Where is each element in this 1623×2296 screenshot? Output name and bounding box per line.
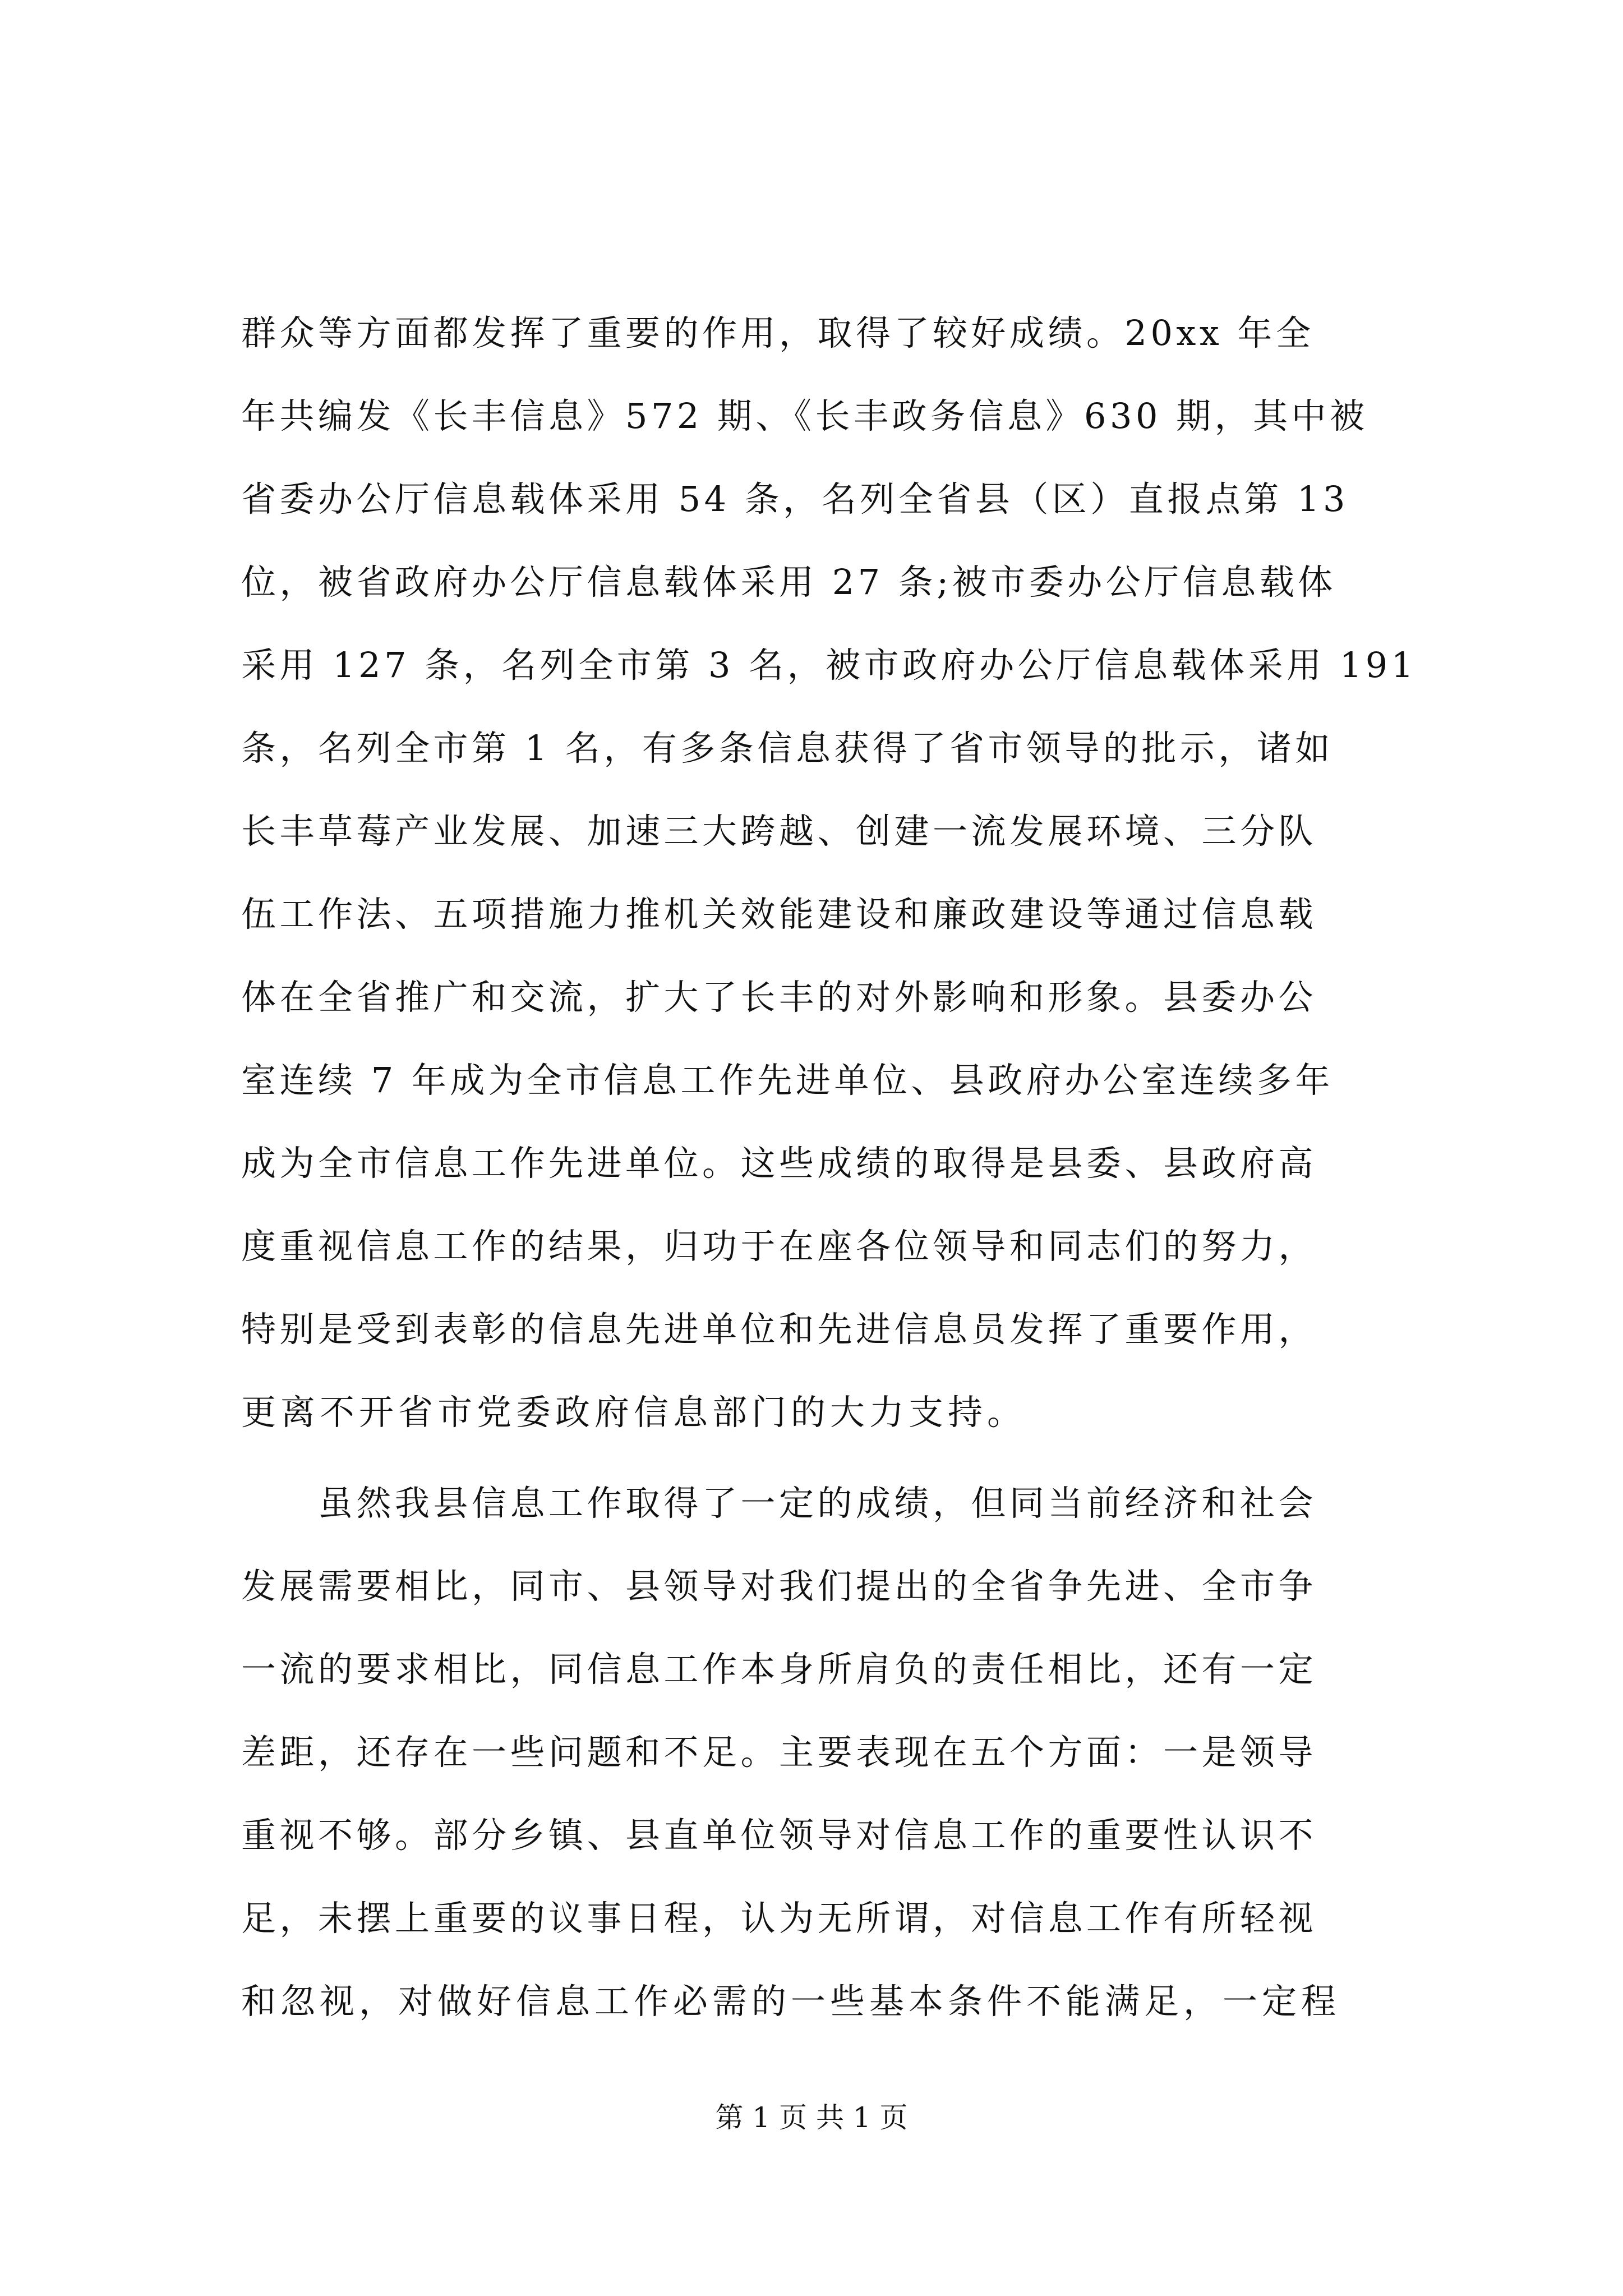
text-line: 长丰草莓产业发展、加速三大跨越、创建一流发展环境、三分队 [241,811,1317,852]
paragraph [241,292,1419,1454]
text-line: 更离不开省市党委政府信息部门的大力支持。 [241,1392,1027,1433]
text-line: 发展需要相比，同市、县领导对我们提出的全省争先进、全市争 [241,1566,1317,1607]
page-footer: 第 1 页 共 1 页 [715,2101,908,2134]
text-line: 体在全省推广和交流，扩大了长丰的对外影响和形象。县委办公 [241,977,1317,1018]
text-line: 差距，还存在一些问题和不足。主要表现在五个方面：一是领导 [241,1732,1317,1773]
text-line: 足，未摆上重要的议事日程，认为无所谓，对信息工作有所轻视 [241,1898,1317,1939]
text-line: 成为全市信息工作先进单位。这些成绩的取得是县委、县政府高 [241,1143,1317,1184]
text-line: 伍工作法、五项措施力推机关效能建设和廉政建设等通过信息载 [241,894,1317,935]
text-line: 条，名列全市第 1 名，有多条信息获得了省市领导的批示，诸如 [241,728,1334,769]
text-line: 特别是受到表彰的信息先进单位和先进信息员发挥了重要作用， [241,1309,1317,1350]
paragraph [241,1462,1419,2043]
text-line: 和忽视，对做好信息工作必需的一些基本条件不能满足，一定程 [241,1981,1341,2022]
text-line: 一流的要求相比，同信息工作本身所肩负的责任相比，还有一定 [241,1649,1317,1690]
text-line: 虽然我县信息工作取得了一定的成绩，但同当前经济和社会 [241,1483,1317,1524]
text-line: 省委办公厅信息载体采用 54 条，名列全省县（区）直报点第 13 [241,478,1349,519]
text-line: 采用 127 条，名列全市第 3 名，被市政府办公厅信息载体采用 191 [241,645,1417,685]
text-line: 度重视信息工作的结果，归功于在座各位领导和同志们的努力， [241,1226,1317,1267]
text-line: 重视不够。部分乡镇、县直单位领导对信息工作的重要性认识不 [241,1815,1317,1856]
paragraph-gap [241,1454,1419,1462]
text-line: 位，被省政府办公厅信息载体采用 27 条;被市委办公厅信息载体 [241,562,1336,602]
text-line: 室连续 7 年成为全市信息工作先进单位、县政府办公室连续多年 [241,1060,1334,1101]
document-body [241,292,1419,2043]
text-line: 年共编发《长丰信息》572 期、《长丰政务信息》630 期，其中被 [241,395,1368,436]
text-line: 群众等方面都发挥了重要的作用，取得了较好成绩。20xx 年全 [241,312,1315,353]
